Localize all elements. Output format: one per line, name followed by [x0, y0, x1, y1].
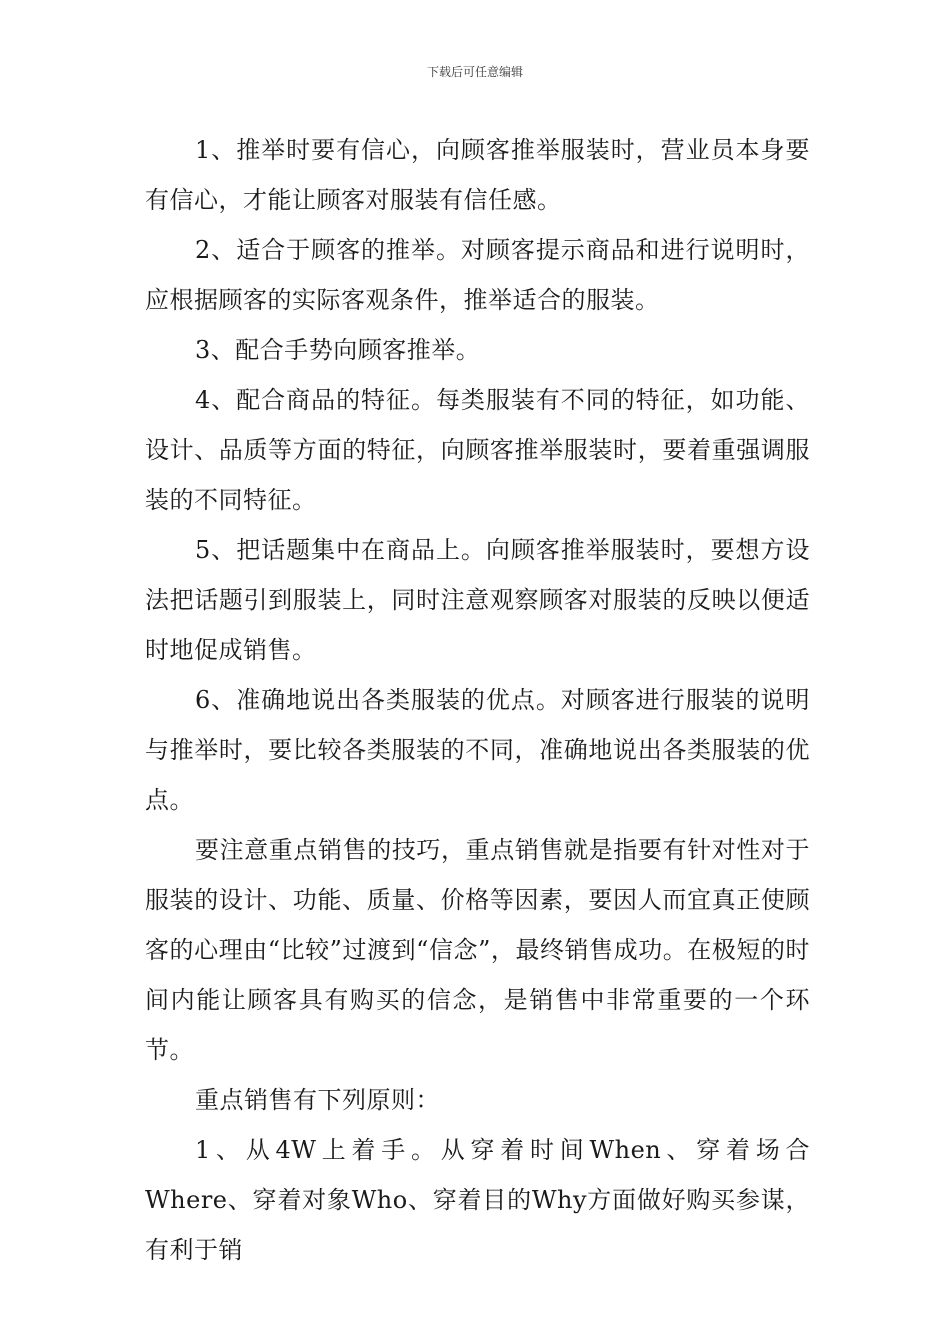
page-header: 下载后可任意编辑 — [426, 65, 523, 79]
paragraph-recommend-confidence: 1、推举时要有信心，向顾客推举服装时，营业员本身要有信心，才能让顾客对服装有信任感。 — [145, 136, 810, 214]
paragraph-key-selling-skills: 要注意重点销售的技巧，重点销售就是指要有针对性对于服装的设计、功能、质量、价格等因素，要因人而宜真正使顾客的心理由“比较”过渡到“信念”，最终销售成功。在极短的时间内能让顾客具有购买的信念，是销售中非常重要的一个环节。 — [145, 836, 810, 1064]
paragraph-4w-principle: 1、从4W上着手。从穿着时间When、穿着场合Where、穿着对象Who、穿着目的Why方面做好购买参谋，有利于销 — [145, 1136, 810, 1264]
paragraph-principles-heading: 重点销售有下列原则： — [195, 1086, 440, 1114]
paragraph-advantages: 6、准确地说出各类服装的优点。对顾客进行服装的说明与推举时，要比较各类服装的不同，准确地说出各类服装的优点。 — [145, 686, 810, 814]
paragraph-recommend-suitable: 2、适合于顾客的推举。对顾客提示商品和进行说明时，应根据顾客的实际客观条件，推举适合的服装。 — [145, 236, 810, 314]
paragraph-product-features: 4、配合商品的特征。每类服装有不同的特征，如功能、设计、品质等方面的特征，向顾客推举服装时，要着重强调服装的不同特征。 — [145, 386, 810, 514]
paragraph-focus-topic: 5、把话题集中在商品上。向顾客推举服装时，要想方设法把话题引到服装上，同时注意观察顾客对服装的反映以便适时地促成销售。 — [145, 536, 810, 664]
document-body — [145, 125, 810, 1275]
paragraph-recommend-gesture: 3、配合手势向顾客推举。 — [195, 336, 481, 364]
